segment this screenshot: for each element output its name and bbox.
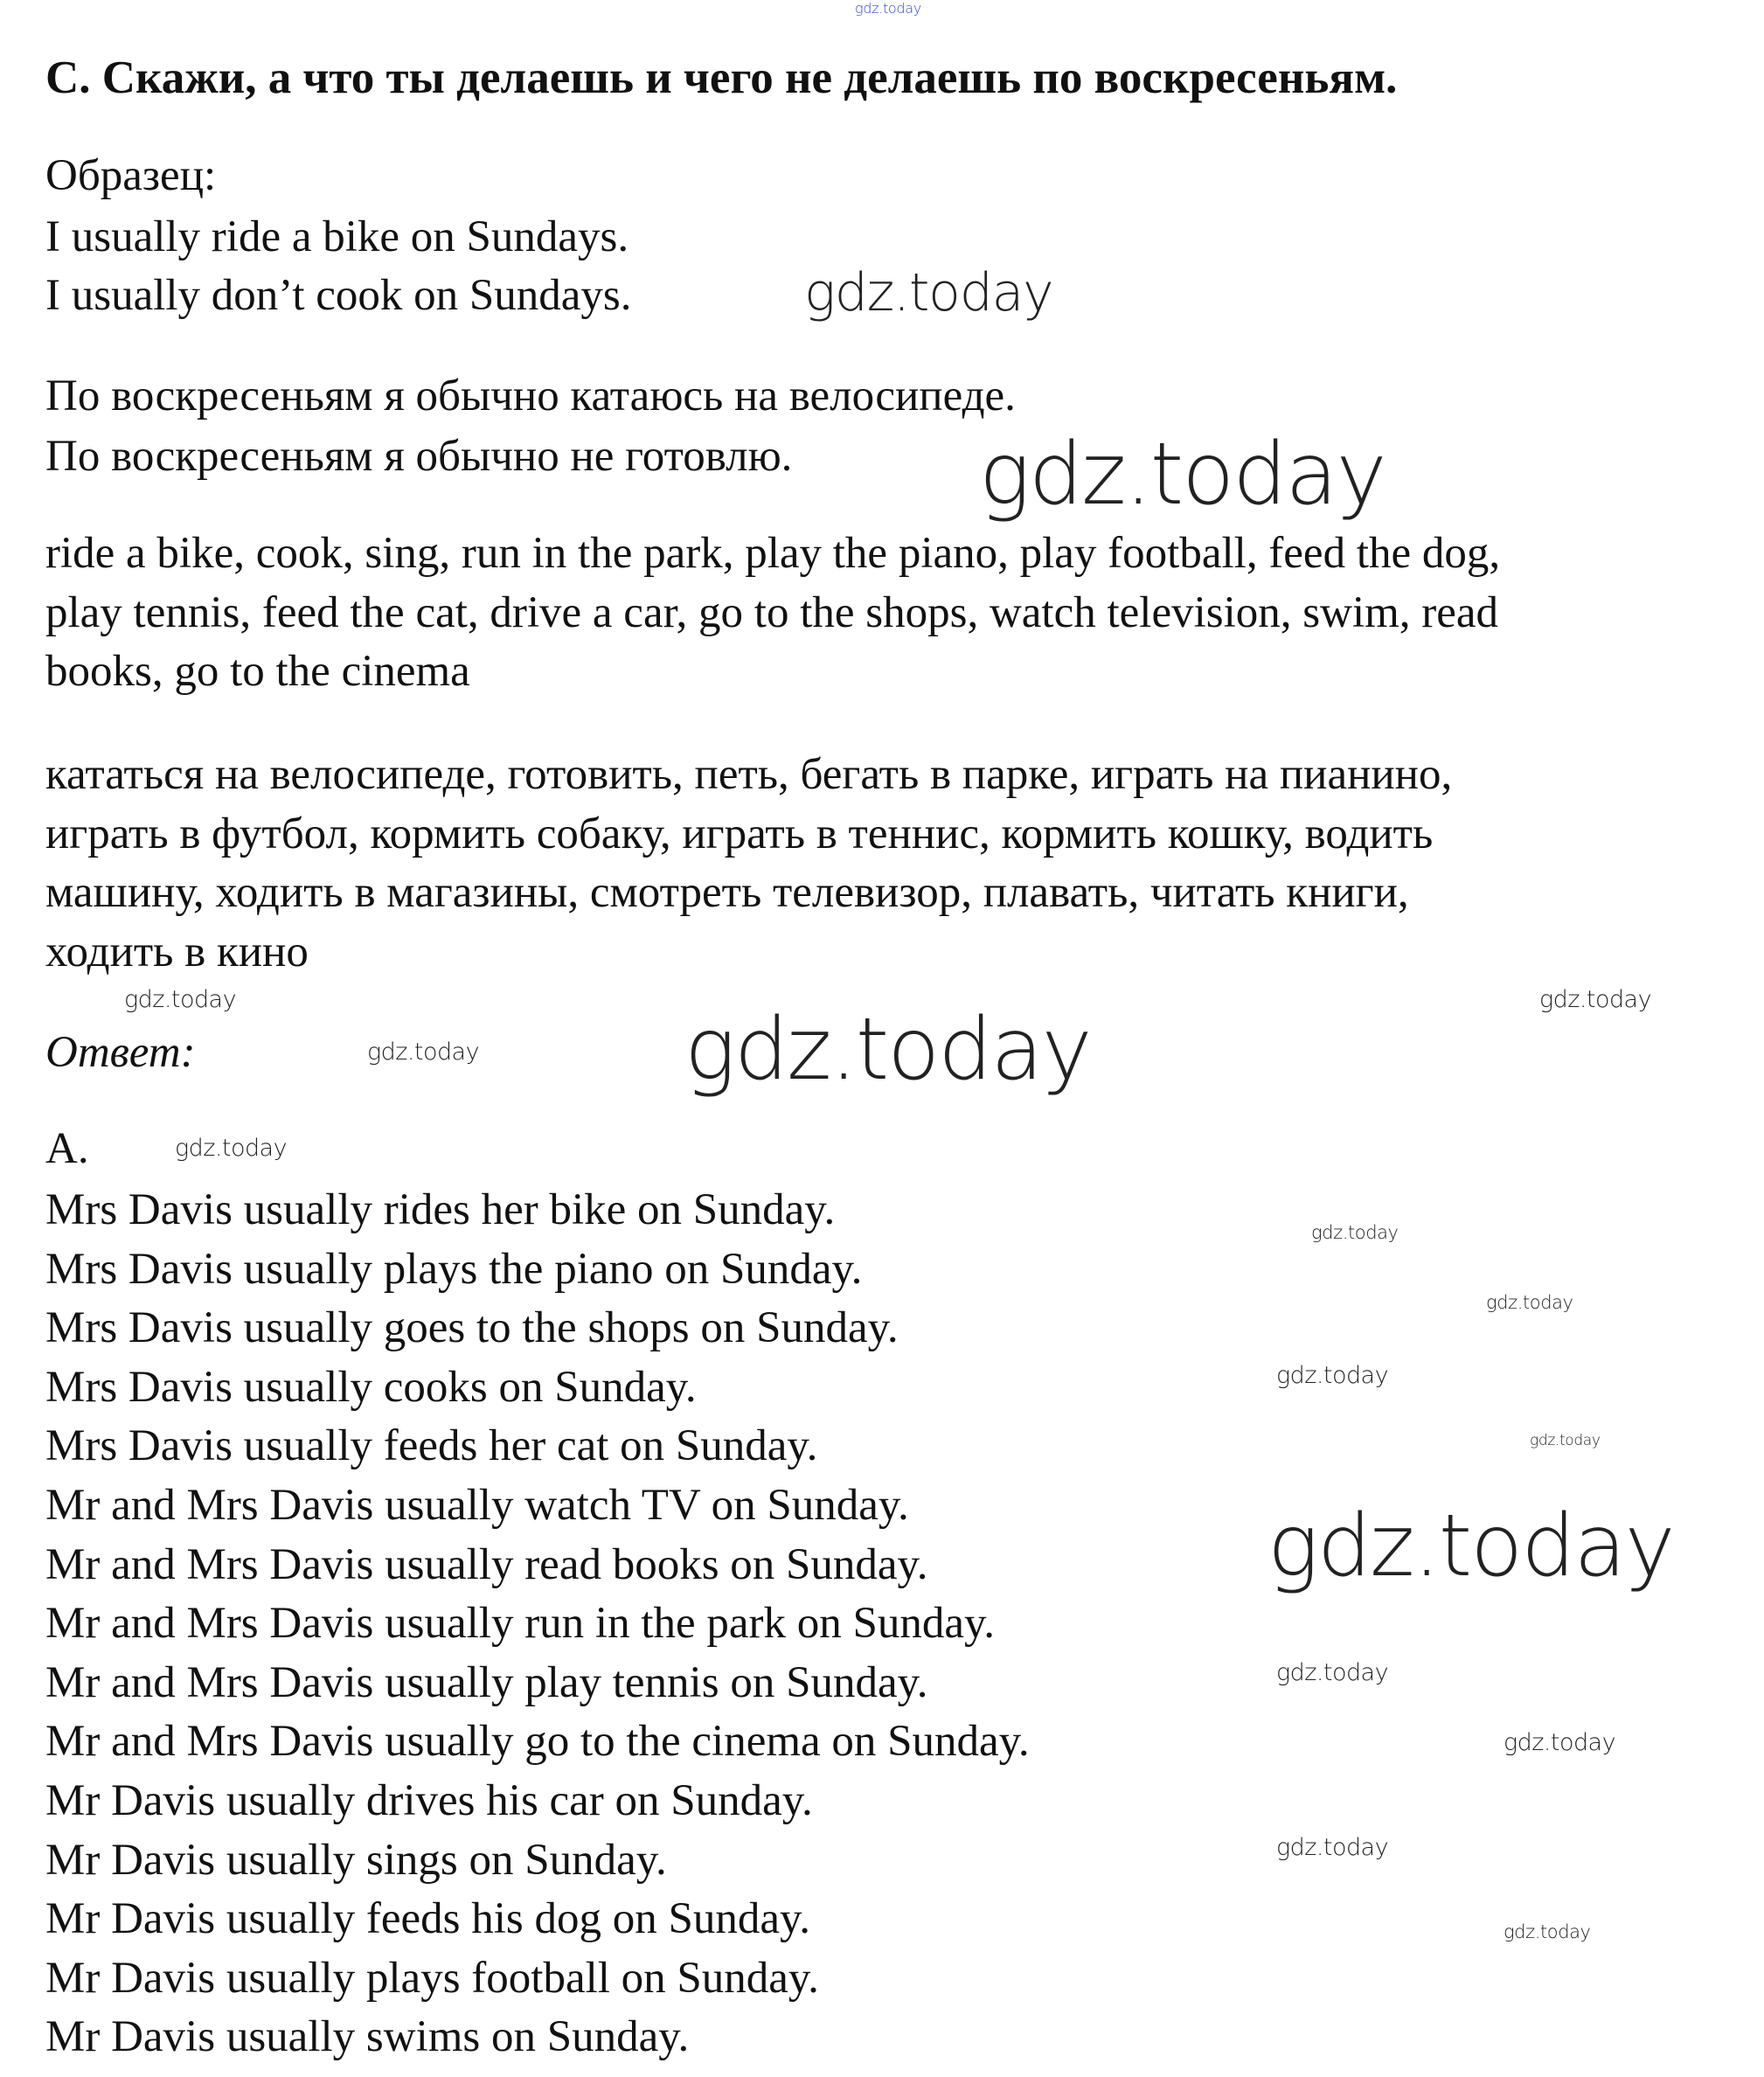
answer-line: Mr and Mrs Davis usually go to the cinema on Sunday. [45, 1717, 1030, 1767]
answer-line: Mrs Davis usually feeds her cat on Sunday. [45, 1421, 818, 1471]
answer-line: Mrs Davis usually plays the piano on Sunday. [45, 1244, 863, 1294]
answer-line: Mr and Mrs Davis usually play tennis on Sunday. [45, 1657, 928, 1707]
watermark: gdz.today [684, 1000, 1091, 1100]
phrase-line: играть в футбол, кормить собаку, играть в теннис, кормить кошку, водить [45, 809, 1434, 858]
watermark: gdz.today [1276, 1834, 1389, 1861]
sample-line: I usually ride a bike on Sundays. [45, 212, 629, 261]
answer-line: Mr Davis usually plays football on Sunday. [45, 1953, 819, 2003]
answer-line: Mrs Davis usually cooks on Sunday. [45, 1362, 697, 1412]
watermark: gdz.today [1486, 1292, 1573, 1313]
watermark: gdz.today [1276, 1362, 1389, 1389]
watermark: gdz.today [1267, 1497, 1674, 1596]
answer-line: Mr Davis usually feeds his dog on Sunday. [45, 1894, 810, 1944]
phrase-line: ride a bike, cook, sing, run in the park, play the piano, play football, feed the dog, [45, 529, 1501, 578]
watermark: gdz.today [175, 1135, 288, 1162]
watermark: gdz.today [804, 262, 1053, 323]
watermark: gdz.today [1276, 1659, 1389, 1686]
answer-line: Mr Davis usually swims on Sunday. [45, 2012, 690, 2062]
phrase-line: ходить в кино [45, 927, 309, 976]
answer-line: Mrs Davis usually rides her bike on Sunday. [45, 1185, 836, 1234]
phrase-line: машину, ходить в магазины, смотреть телевизор, плавать, читать книги, [45, 868, 1409, 918]
phrase-line: кататься на велосипеде, готовить, петь, бегать в парке, играть на пианино, [45, 750, 1453, 799]
answer-line: Mr and Mrs Davis usually read books on Sunday. [45, 1539, 928, 1589]
watermark: gdz.today [855, 0, 921, 17]
watermark: gdz.today [367, 1038, 480, 1066]
answer-line: Mr Davis usually drives his car on Sunday. [45, 1775, 813, 1825]
watermark: gdz.today [1530, 1432, 1601, 1449]
answer-line: Mrs Davis usually goes to the shops on Sunday. [45, 1303, 899, 1353]
answer-line: Mr and Mrs Davis usually run in the park on Sunday. [45, 1599, 995, 1649]
phrase-line: play tennis, feed the cat, drive a car, go to the shops, watch television, swim, read [45, 587, 1499, 637]
sample-line: По воскресеньям я обычно катаюсь на велосипеде. [45, 372, 1016, 420]
sample-line: По воскресеньям я обычно не готовлю. [45, 432, 793, 481]
answer-section: A. [45, 1124, 89, 1173]
answer-line: Mr and Mrs Davis usually watch TV on Sunday. [45, 1480, 909, 1530]
watermark: gdz.today [124, 986, 237, 1013]
watermark: gdz.today [1311, 1222, 1399, 1243]
answer-label: Ответ: [45, 1028, 196, 1077]
watermark: gdz.today [1539, 986, 1652, 1013]
sample-line: I usually don’t cook on Sundays. [45, 271, 632, 320]
answer-lines [45, 1181, 1030, 2067]
phrase-line: books, go to the cinema [45, 647, 470, 697]
watermark: gdz.today [1504, 1729, 1616, 1756]
sample-label: Образец: [45, 151, 217, 200]
answer-line: Mr Davis usually sings on Sunday. [45, 1835, 667, 1885]
watermark: gdz.today [979, 425, 1386, 524]
watermark: gdz.today [1504, 1921, 1591, 1942]
phrases-russian [45, 746, 1452, 982]
phrases-english [45, 524, 1500, 702]
exercise-title: C. Скажи, а что ты делаешь и чего не делаешь по воскресеньям. [45, 52, 1398, 103]
